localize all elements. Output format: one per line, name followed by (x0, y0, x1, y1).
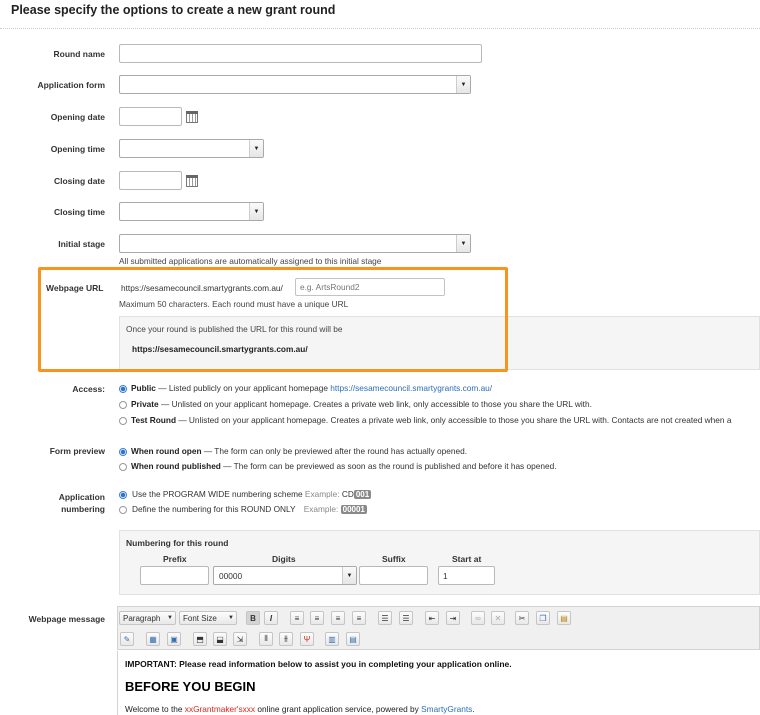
access-private-radio[interactable] (119, 401, 127, 409)
smartygrants-link[interactable]: SmartyGrants (421, 704, 473, 714)
webpage-message-label: Webpage message (28, 614, 105, 624)
numbering-round-radio[interactable] (119, 506, 127, 514)
chevron-down-icon: ▼ (456, 235, 470, 252)
table-props-icon[interactable]: ▣ (167, 632, 181, 646)
numbering-start-input[interactable]: 1 (438, 566, 495, 585)
numbering-suffix-input[interactable] (359, 566, 428, 585)
col-suffix-header: Suffix (382, 554, 406, 564)
example-badge: 00001 (342, 505, 365, 514)
align-right-icon[interactable]: ≡ (331, 611, 345, 625)
split-cells-icon[interactable]: ▤ (346, 632, 360, 646)
access-test-option: Test Round — Unlisted on your applicant homepage. Creates a private web link, only accessible to those you share the URL with. Contacts are not created when a (131, 415, 732, 425)
application-form-label: Application form (37, 80, 105, 90)
align-left-icon[interactable]: ≡ (290, 611, 304, 625)
closing-time-select[interactable] (119, 202, 264, 221)
preview-published-option: When round published — The form can be previewed as soon as the round is published and before it has opened. (131, 461, 557, 471)
url-prefix: https://sesamecouncil.smartygrants.com.au/ (121, 283, 283, 293)
chevron-down-icon: ▼ (456, 76, 470, 93)
preview-published-radio[interactable] (119, 463, 127, 471)
chevron-down-icon: ▼ (249, 203, 263, 220)
opening-date-input[interactable] (119, 107, 182, 126)
page-title: Please specify the options to create a new grant round (11, 3, 336, 17)
col-start-header: Start at (452, 554, 482, 564)
numbering-round-title: Numbering for this round (126, 538, 229, 548)
initial-stage-label: Initial stage (58, 239, 105, 249)
numbering-label-line1: Application (58, 492, 105, 502)
highlight-box (38, 267, 508, 372)
access-private-option: Private — Unlisted on your applicant homepage. Creates a private web link, only accessible to those you share the URL with. (131, 399, 592, 409)
bullet-list-icon[interactable]: ☰ (378, 611, 392, 625)
access-public-radio[interactable] (119, 385, 127, 393)
calendar-icon[interactable] (186, 111, 198, 123)
round-name-label: Round name (53, 49, 105, 59)
format-select[interactable]: Paragraph ▼ (119, 611, 176, 625)
indent-icon[interactable]: ⇥ (446, 611, 460, 625)
editor-important-text: IMPORTANT: Please read information below to assist you in completing your application online. (125, 659, 512, 669)
delete-row-icon[interactable]: ⇲ (233, 632, 247, 646)
unlink-icon[interactable]: ✕ (491, 611, 505, 625)
closing-date-input[interactable] (119, 171, 182, 190)
application-form-select[interactable] (119, 75, 471, 94)
font-size-select[interactable]: Font Size ▼ (179, 611, 237, 625)
merge-cells-icon[interactable]: ▥ (325, 632, 339, 646)
numbering-program-radio[interactable] (119, 491, 127, 499)
numbering-prefix-input[interactable] (140, 566, 209, 585)
numbering-digits-select[interactable]: 00000 ▼ (213, 566, 357, 585)
col-after-icon[interactable]: ⫵ (279, 632, 293, 646)
url-help: Maximum 50 characters. Each round must have a unique URL (119, 299, 349, 309)
cut-icon[interactable]: ✂ (515, 611, 529, 625)
link-icon[interactable]: ∞ (471, 611, 485, 625)
col-before-icon[interactable]: ⫴ (259, 632, 273, 646)
bold-button[interactable]: B (246, 611, 260, 625)
opening-date-label: Opening date (50, 112, 105, 122)
calendar-icon[interactable] (186, 175, 198, 187)
access-test-radio[interactable] (119, 417, 127, 425)
round-name-input[interactable] (119, 44, 482, 63)
col-digits-header: Digits (272, 554, 296, 564)
initial-stage-help: All submitted applications are automatically assigned to this initial stage (119, 256, 382, 266)
table-icon[interactable]: ▦ (146, 632, 160, 646)
outdent-icon[interactable]: ⇤ (425, 611, 439, 625)
chevron-down-icon: ▼ (342, 567, 356, 584)
preview-open-radio[interactable] (119, 448, 127, 456)
url-published-note: Once your round is published the URL for this round will be (126, 324, 343, 334)
numbered-list-icon[interactable]: ☰ (399, 611, 413, 625)
preview-open-option: When round open — The form can only be previewed after the round has actually opened. (131, 446, 468, 456)
example-badge: 001 (355, 490, 370, 499)
access-label: Access: (72, 384, 105, 394)
access-public-option: Public — Listed publicly on your applicant homepage https://sesamecouncil.smartygrants.com.au/ (131, 383, 493, 393)
delete-col-icon[interactable]: Ψ (300, 632, 314, 646)
col-prefix-header: Prefix (163, 554, 187, 564)
row-after-icon[interactable]: ⬓ (213, 632, 227, 646)
edit-source-icon[interactable]: ✎ (120, 632, 134, 646)
numbering-round-option: Define the numbering for this ROUND ONLY Example: 00001 (132, 504, 365, 514)
closing-time-label: Closing time (53, 207, 105, 217)
align-justify-icon[interactable]: ≡ (352, 611, 366, 625)
editor-welcome-text: Welcome to the xxGrantmaker'sxxx online grant application service, powered by SmartyGrants. (125, 704, 475, 714)
public-homepage-link[interactable]: https://sesamecouncil.smartygrants.com.au/ (330, 383, 493, 393)
row-before-icon[interactable]: ⬒ (193, 632, 207, 646)
numbering-label-line2: numbering (61, 504, 105, 514)
numbering-program-option: Use the PROGRAM WIDE numbering scheme Example: CD 001 (132, 489, 370, 499)
title-divider (0, 28, 760, 29)
opening-time-label: Opening time (50, 144, 105, 154)
initial-stage-select[interactable] (119, 234, 471, 253)
url-published-value: https://sesamecouncil.smartygrants.com.au/ (132, 344, 308, 354)
align-center-icon[interactable]: ≡ (310, 611, 324, 625)
webpage-url-label: Webpage URL (46, 283, 104, 293)
editor-heading: BEFORE YOU BEGIN (125, 679, 256, 694)
opening-time-select[interactable] (119, 139, 264, 158)
closing-date-label: Closing date (53, 176, 105, 186)
paste-icon[interactable]: ▤ (557, 611, 571, 625)
form-preview-label: Form preview (49, 446, 105, 456)
copy-icon[interactable]: ❐ (536, 611, 550, 625)
chevron-down-icon: ▼ (249, 140, 263, 157)
italic-button[interactable]: I (264, 611, 278, 625)
